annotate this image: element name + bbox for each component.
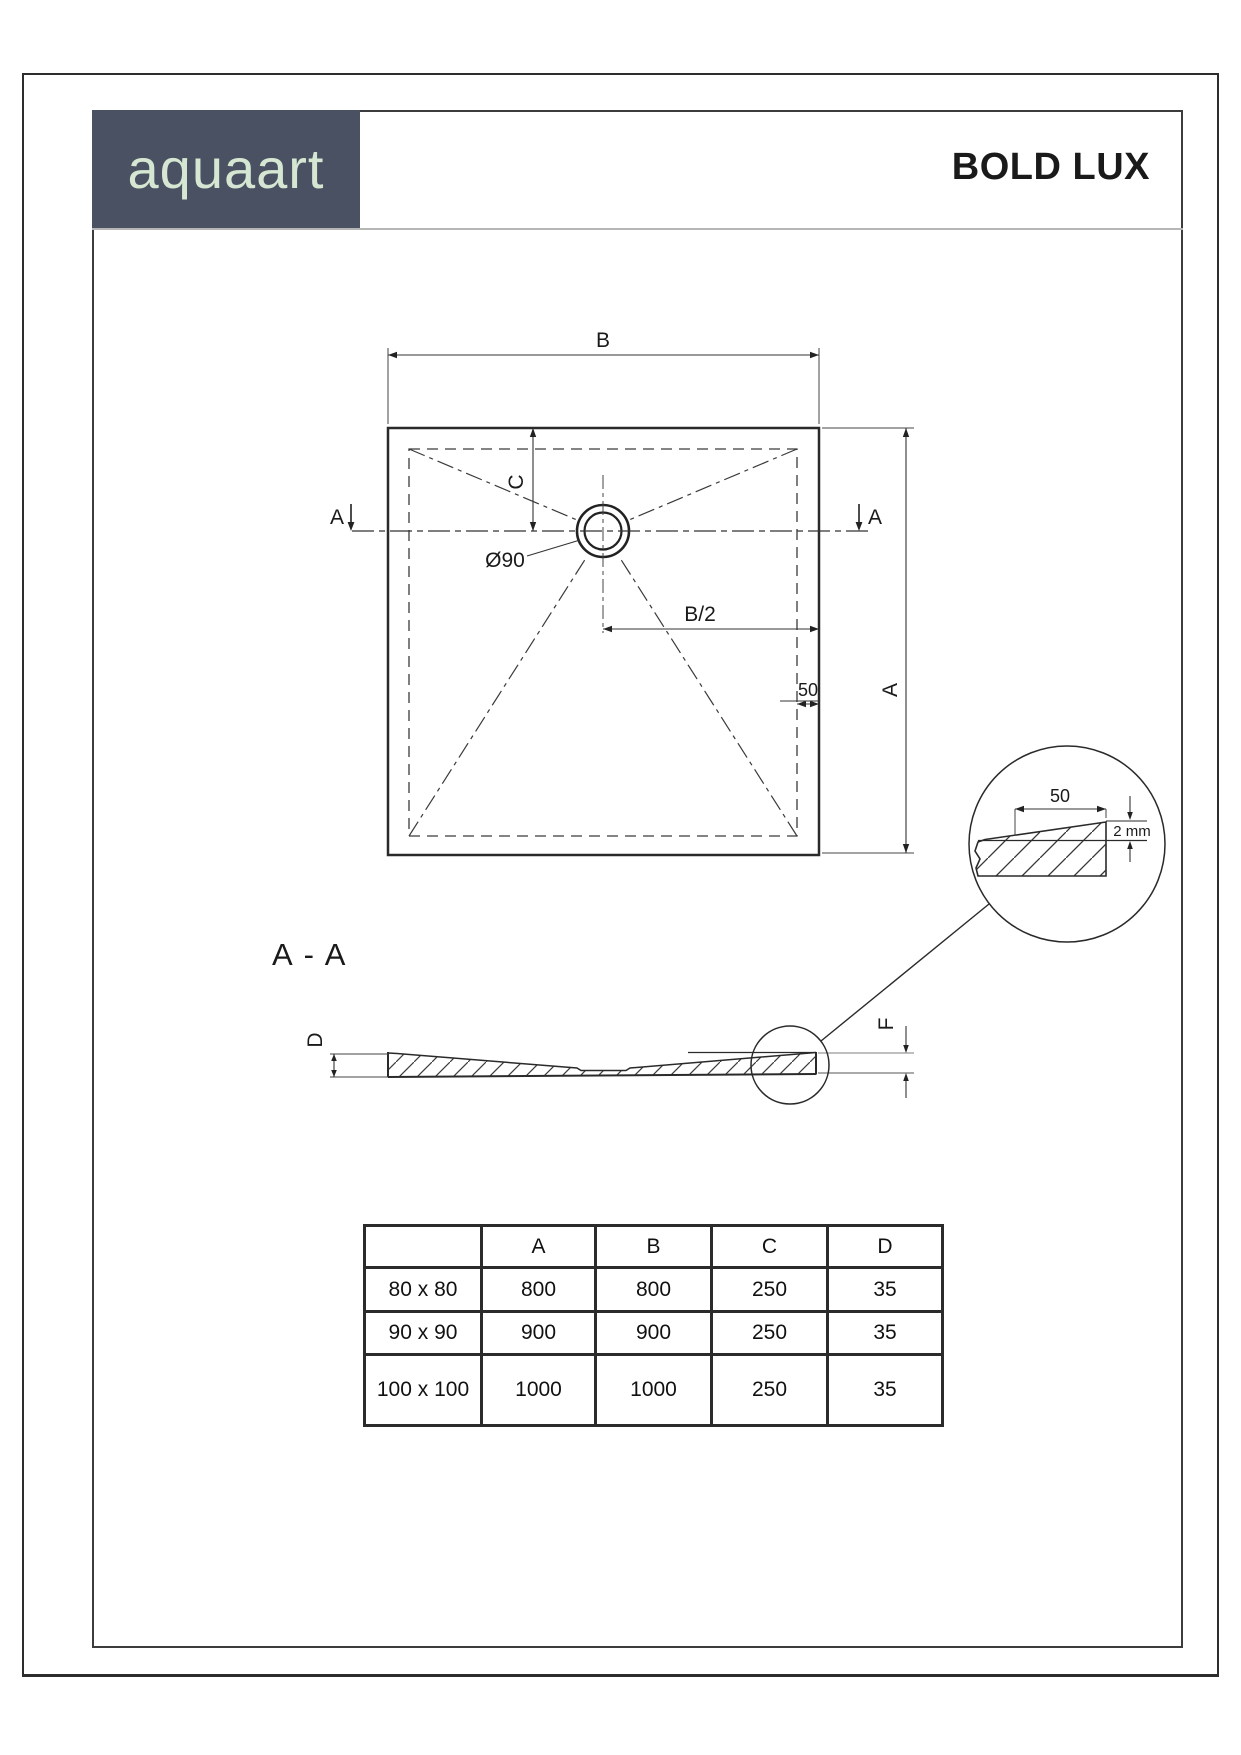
value-cell: 250 [712, 1355, 828, 1426]
section-mark-right: A [868, 506, 883, 529]
header-cell: D [828, 1226, 943, 1268]
size-cell: 80 x 80 [365, 1268, 482, 1312]
drain-label: Ø90 [485, 549, 525, 572]
dim-label-d: D [304, 1032, 327, 1048]
size-cell: 90 x 90 [365, 1312, 482, 1355]
value-cell: 1000 [482, 1355, 596, 1426]
dim-label-b: B [595, 329, 611, 352]
section-view-drawing [272, 904, 989, 1104]
section-title: A - A [272, 937, 348, 972]
value-cell: 800 [596, 1268, 712, 1312]
dim-label-f: F [875, 1017, 898, 1031]
value-cell: 800 [482, 1268, 596, 1312]
dim-label-c: C [505, 474, 528, 490]
dim-label-50: 50 [797, 680, 819, 700]
dim-label-a: A [879, 682, 902, 698]
value-cell: 250 [712, 1268, 828, 1312]
size-table [363, 1224, 944, 1427]
table-row [365, 1268, 943, 1312]
detail-view-drawing [969, 746, 1165, 942]
value-cell: 35 [828, 1355, 943, 1426]
product-title: BOLD LUX [951, 146, 1150, 188]
detail-dim-2mm: 2 mm [1113, 823, 1151, 840]
value-cell: 900 [596, 1312, 712, 1355]
header-cell: B [596, 1226, 712, 1268]
top-view-drawing [330, 329, 914, 855]
value-cell: 900 [482, 1312, 596, 1355]
section-mark-left: A [329, 506, 344, 529]
brand-logo-text: aquaart [127, 136, 325, 200]
size-cell: 100 x 100 [365, 1355, 482, 1426]
value-cell: 35 [828, 1268, 943, 1312]
size-table-header-row [365, 1226, 943, 1268]
header-cell: C [712, 1226, 828, 1268]
header-cell [365, 1226, 482, 1268]
dim-label-b2: B/2 [684, 603, 716, 626]
value-cell: 250 [712, 1312, 828, 1355]
detail-dim-50: 50 [1049, 786, 1071, 806]
table-row [365, 1312, 943, 1355]
header-cell: A [482, 1226, 596, 1268]
value-cell: 35 [828, 1312, 943, 1355]
table-row [365, 1355, 943, 1426]
value-cell: 1000 [596, 1355, 712, 1426]
